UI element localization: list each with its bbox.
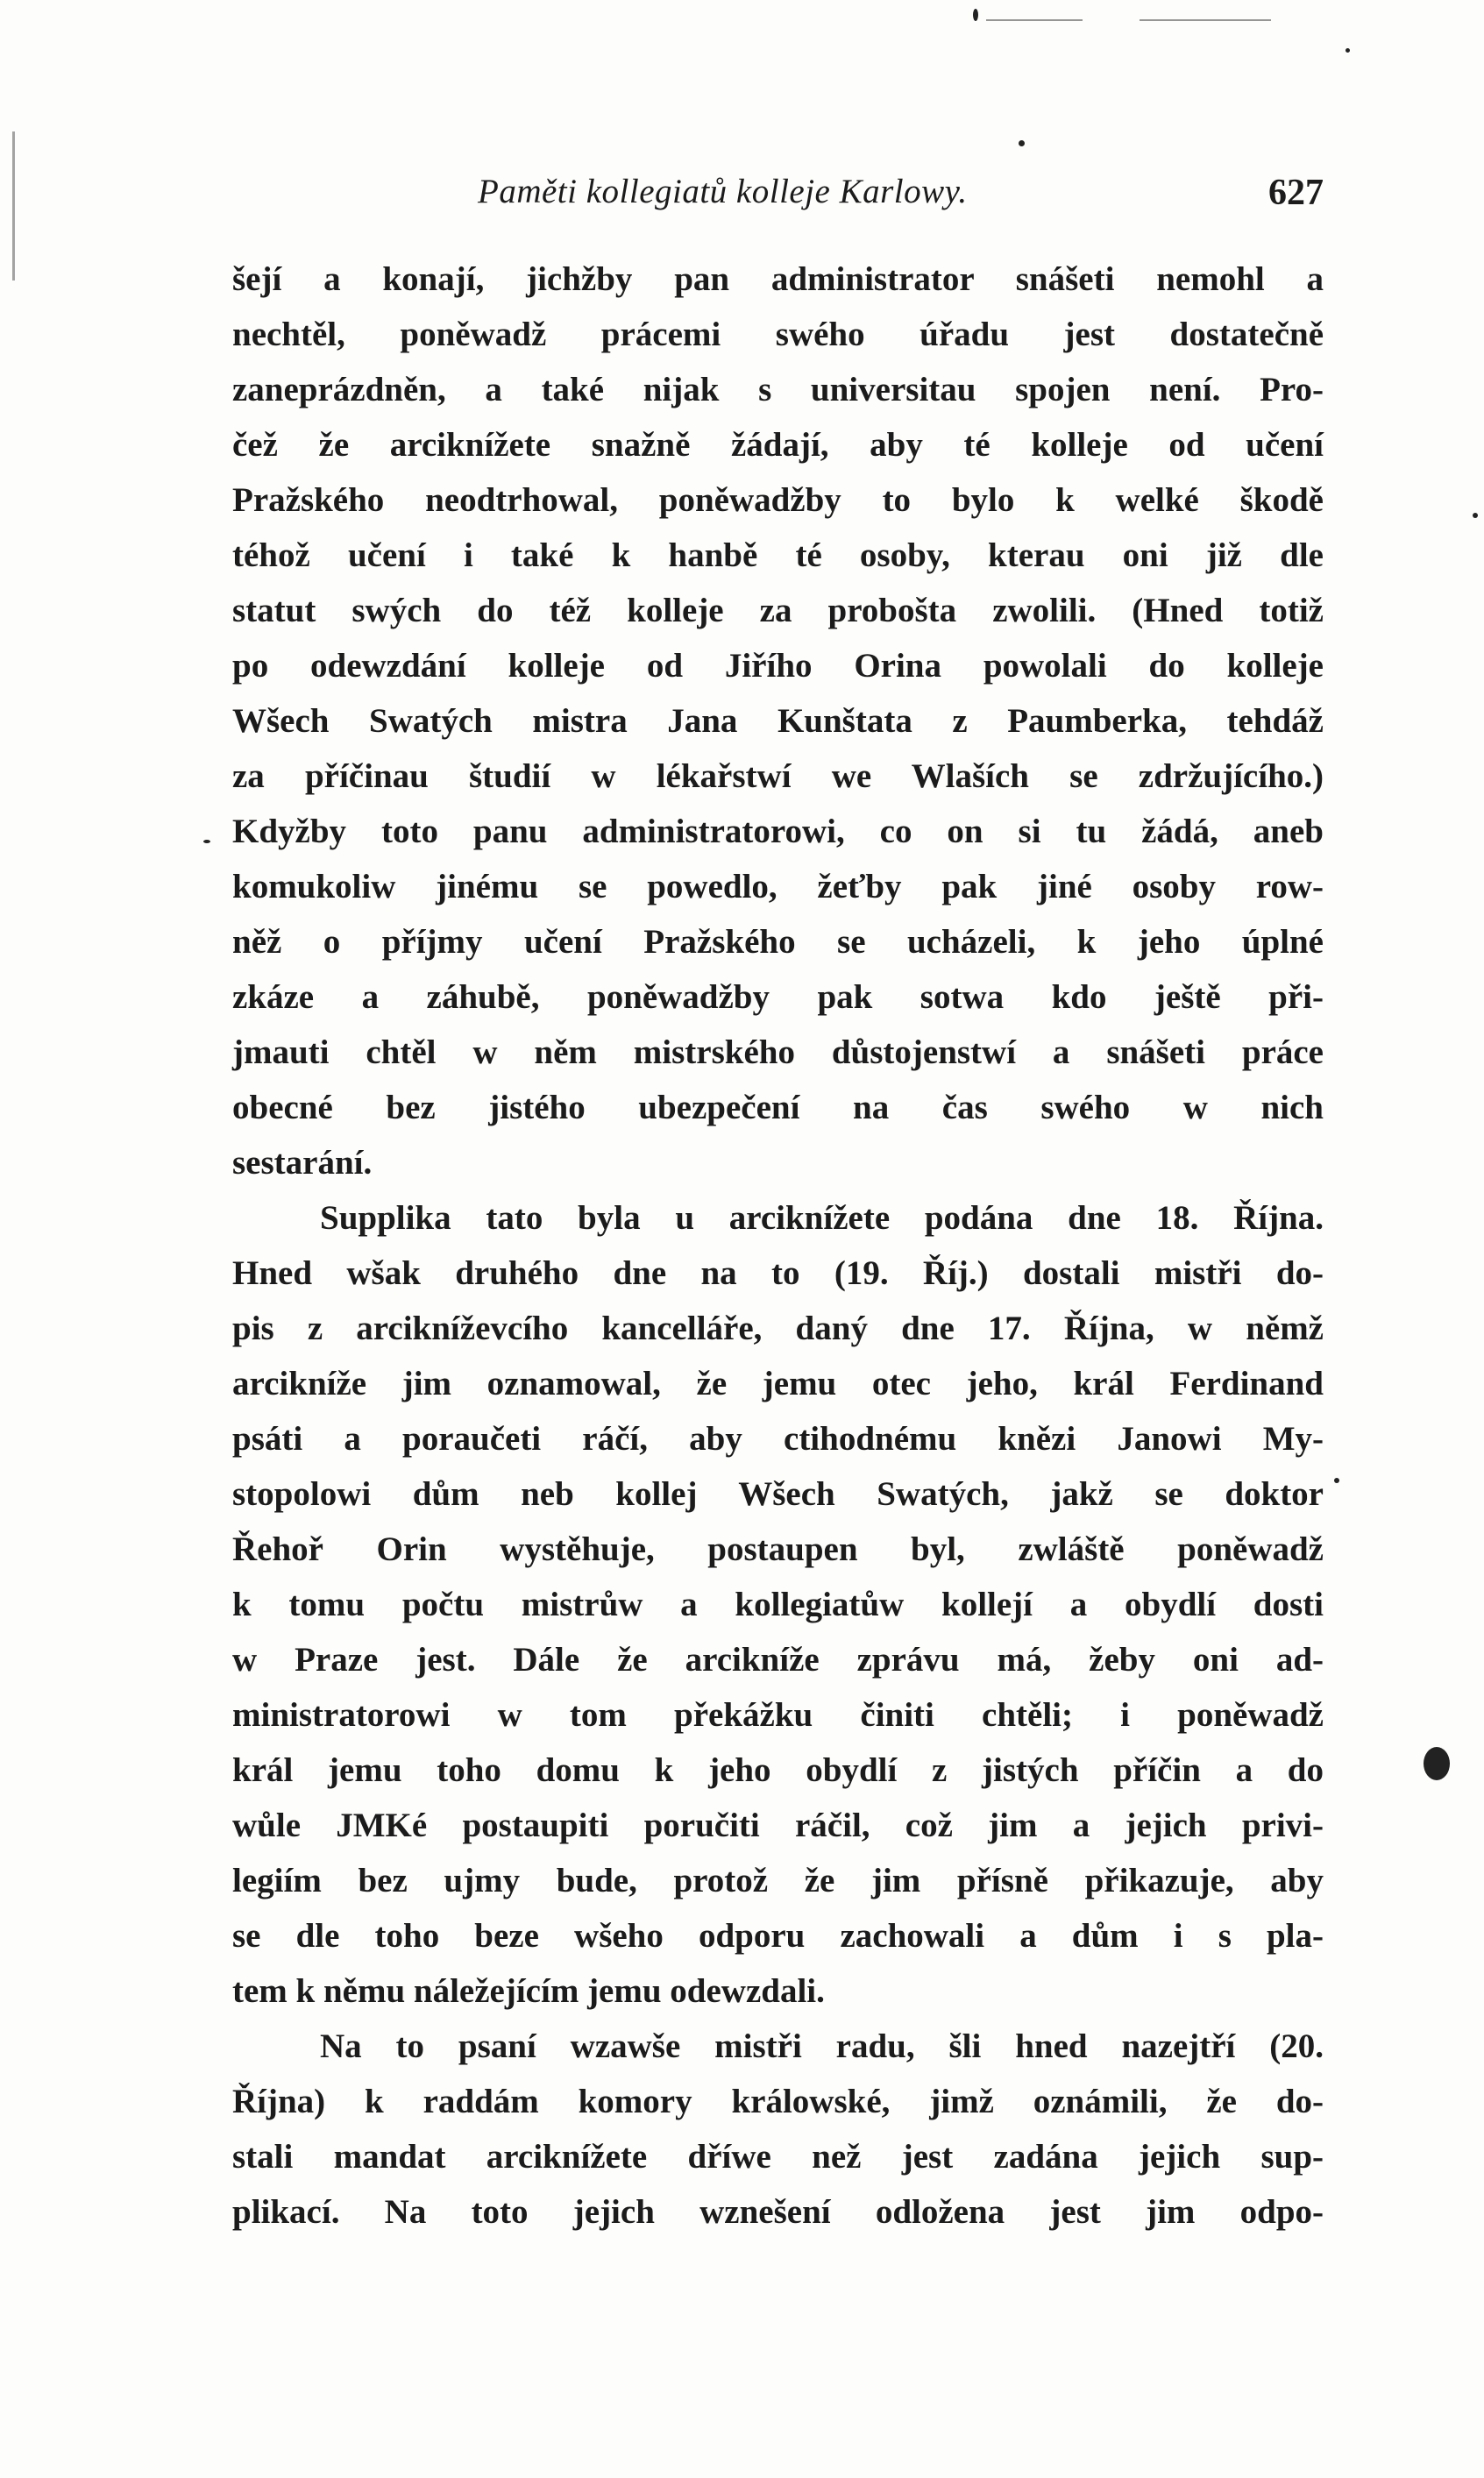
text-line: čež že arciknížete snažně žádají, aby té kolleje od učení xyxy=(232,426,1324,464)
text-line: sestarání. xyxy=(232,1144,373,1182)
scan-top-line xyxy=(1140,19,1271,21)
scan-speck xyxy=(1019,140,1025,146)
scan-edge-mark xyxy=(12,131,15,280)
text-line: komukoliw jinému se powedlo, žeťby pak jiné osoby row- xyxy=(232,868,1324,905)
text-line: se dle toho beze wšeho odporu zachowali a dům i s pla- xyxy=(232,1917,1324,1955)
text-line: Hned wšak druhého dne na to (19. Říj.) dostali mistři do- xyxy=(232,1254,1324,1292)
text-line: arcikníže jim oznamowal, že jemu otec jeho, král Ferdinand xyxy=(232,1365,1324,1402)
text-line: k tomu počtu mistrůw a kollegiatůw kollejí a obydlí dosti xyxy=(232,1586,1324,1623)
text-line: Řehoř Orin wystěhuje, postaupen byl, zwláště poněwadž xyxy=(232,1530,1324,1568)
running-title: Paměti kollegiatů kolleje Karlowy. xyxy=(478,173,968,210)
text-line: Wšech Swatých mistra Jana Kunštata z Paumberka, tehdáž xyxy=(232,702,1324,740)
scan-top-line xyxy=(986,19,1083,21)
text-line: legiím bez ujmy bude, protož že jim přísně přikazuje, aby xyxy=(232,1862,1324,1899)
text-line: zaneprázdněn, a také nijak s universitau spojen není. Pro- xyxy=(232,371,1324,408)
text-line: ministratorowi w tom překážku činiti chtěli; i poněwadž xyxy=(232,1696,1324,1734)
scan-speck xyxy=(1334,1478,1339,1483)
scan-blot xyxy=(1424,1747,1450,1780)
text-line: w Praze jest. Dále že arcikníže zprávu má, žeby oni ad- xyxy=(232,1641,1324,1679)
text-line: Kdyžby toto panu administratorowi, co on si tu žádá, aneb xyxy=(232,813,1324,850)
text-line: obecné bez jistého ubezpečení na čas swého w nich xyxy=(232,1089,1324,1126)
text-line: zkáze a záhubě, poněwadžby pak sotwa kdo ještě při- xyxy=(232,978,1324,1016)
text-line: král jemu toho domu k jeho obydlí z jistých příčin a do xyxy=(232,1751,1324,1789)
text-line: psáti a poraučeti ráčí, aby ctihodnému knězi Janowi My- xyxy=(232,1420,1324,1458)
text-line: šejí a konají, jichžby pan administrator snášeti nemohl a xyxy=(232,260,1324,298)
text-line: něž o příjmy učení Pražského se ucházeli, k jeho úplné xyxy=(232,923,1324,961)
text-line: Na to psaní wzawše mistři radu, šli hned nazejtří (20. xyxy=(320,2027,1324,2065)
text-line: statut swých do též kolleje za probošta zwolili. (Hned totiž xyxy=(232,592,1324,629)
page-number: 627 xyxy=(1268,173,1324,213)
text-line: Supplika tato byla u arciknížete podána dne 18. Října. xyxy=(320,1199,1324,1237)
scan-speck xyxy=(973,9,978,21)
scan-speck xyxy=(1473,513,1478,518)
running-head xyxy=(232,172,1324,224)
text-line: po odewzdání kolleje od Jiřího Orina powolali do kolleje xyxy=(232,647,1324,685)
text-line: téhož učení i také k hanbě té osoby, kterau oni již dle xyxy=(232,536,1324,574)
text-line: tem k němu náležejícím jemu odewzdali. xyxy=(232,1972,825,2010)
text-line: wůle JMKé postaupiti poručiti ráčil, což jim a jejich privi- xyxy=(232,1807,1324,1844)
text-line: jmauti chtěl w něm mistrského důstojenstwí a snášeti práce xyxy=(232,1033,1324,1071)
text-line: plikací. Na toto jejich wznešení odložena jest jim odpo- xyxy=(232,2193,1324,2231)
text-line: stopolowi dům neb kollej Wšech Swatých, jakž se doktor xyxy=(232,1475,1324,1513)
body-text xyxy=(232,252,1324,2240)
text-line: za příčinau študií w lékařstwí we Wlaších se zdržujícího.) xyxy=(232,757,1324,795)
text-line: nechtěl, poněwadž prácemi swého úřadu jest dostatečně xyxy=(232,316,1324,353)
text-line: Října) k raddám komory králowské, jimž oznámili, že do- xyxy=(232,2083,1324,2120)
scan-speck xyxy=(1346,48,1350,53)
text-line: pis z arcikníževcího kancelláře, daný dne 17. Října, w němž xyxy=(232,1310,1324,1347)
text-line: Pražského neodtrhowal, poněwadžby to bylo k welké škodě xyxy=(232,481,1324,519)
text-line: stali mandat arciknížete dříwe než jest zadána jejich sup- xyxy=(232,2138,1324,2176)
scan-speck xyxy=(203,840,210,843)
